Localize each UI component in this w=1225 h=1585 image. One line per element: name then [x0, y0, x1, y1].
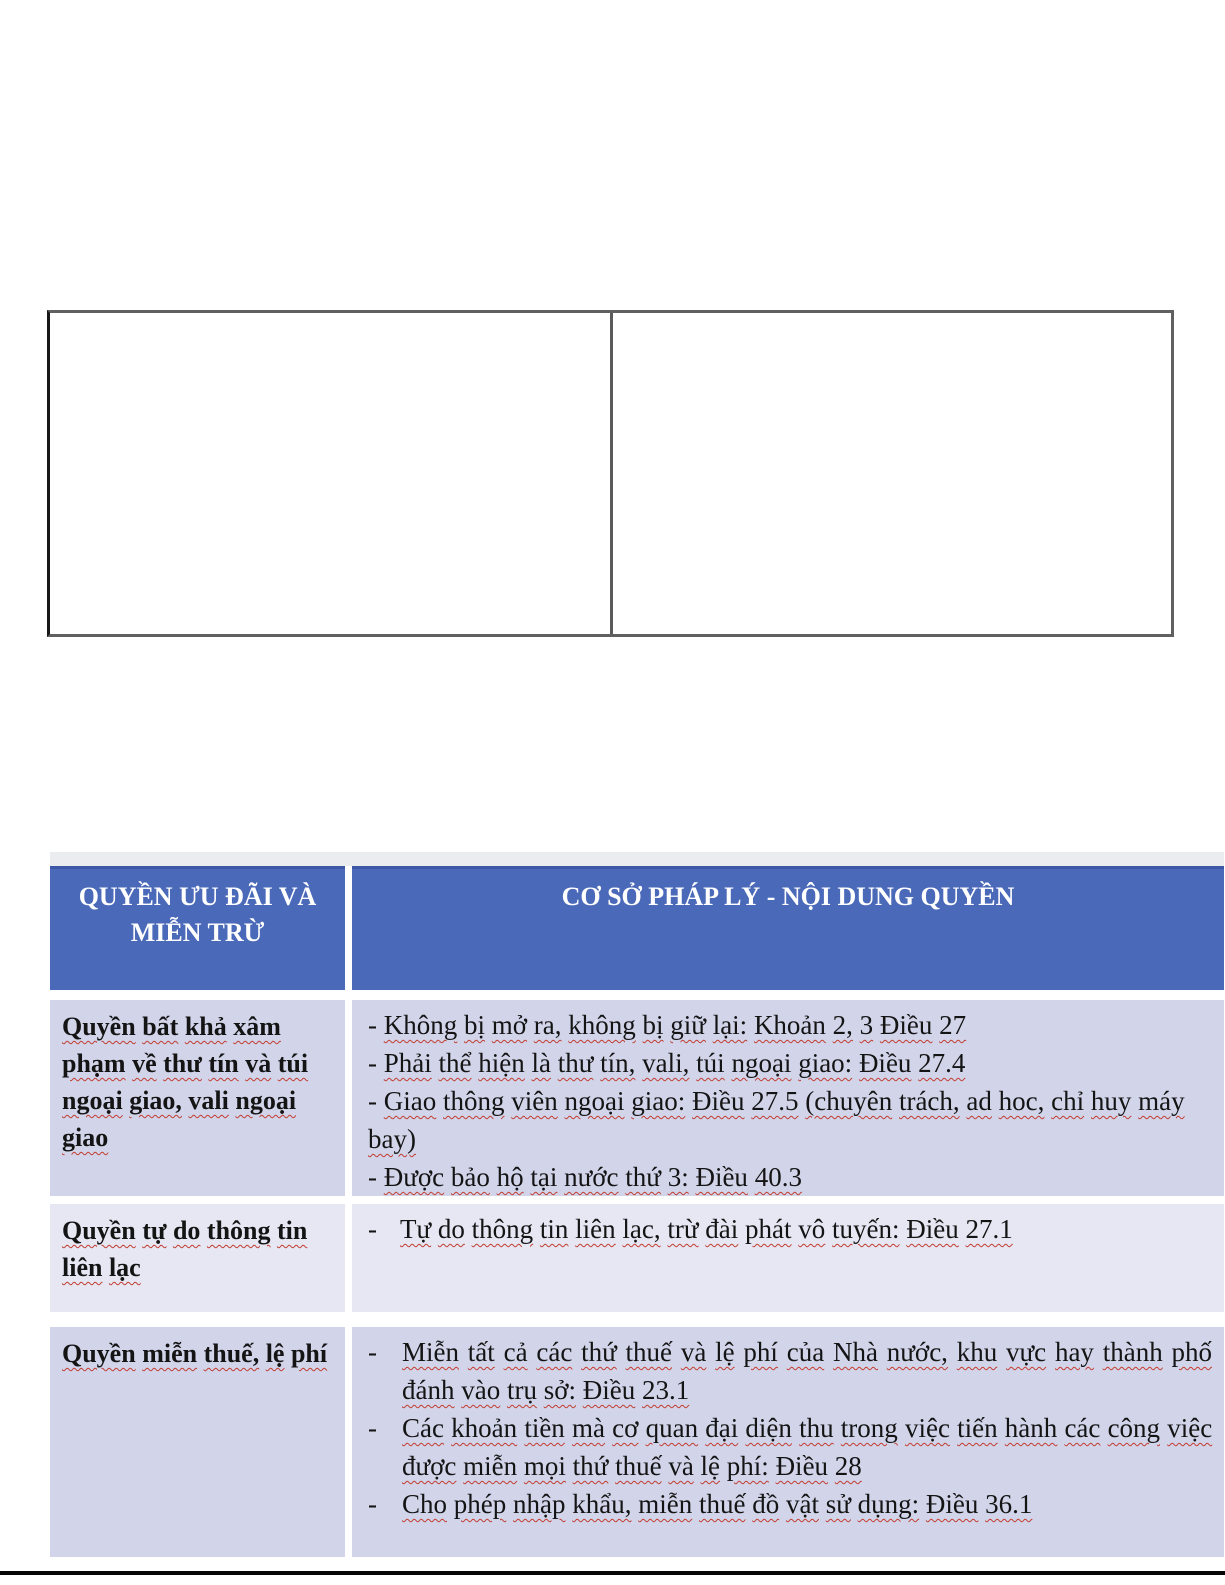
empty-table-cell-2: [613, 313, 1171, 634]
empty-table-cell-1: [50, 313, 613, 634]
row-title-correspondence: Quyền bất khả xâm phạm về thư tín và túi ngoại giao, vali ngoại giao: [50, 1000, 345, 1196]
header-cell-privileges-label: QUYỀN ƯU ĐÃI VÀ MIỄN TRỪ: [78, 882, 317, 947]
table-row-tax-exemption: [50, 1327, 1224, 1557]
row-title-free-communication: Quyền tự do thông tin liên lạc: [50, 1204, 345, 1312]
page-bottom-rule: [0, 1571, 1225, 1575]
privileges-table: [50, 852, 1224, 1557]
list-item: - Cho phép nhập khẩu, miễn thuế đồ vật sử dụng: Điều 36.1: [368, 1489, 1033, 1519]
row-content-correspondence: [352, 1000, 1224, 1196]
header-cell-legal-basis: [352, 866, 1224, 990]
row-content-free-communication: [352, 1204, 1224, 1312]
row-content-tax-exemption: [352, 1327, 1224, 1557]
table-header-row: [50, 866, 1224, 990]
list-item: - Không bị mở ra, không bị giữ lại: Khoản 2, 3 Điều 27: [368, 1010, 967, 1040]
list-item: - Phải thể hiện là thư tín, vali, túi ngoại giao: Điều 27.4: [368, 1048, 966, 1078]
list-item: - Các khoản tiền mà cơ quan đại diện thu trong việc tiến hành các công việc được miễn mọi thứ thuế và lệ phí: Điều 28: [368, 1413, 1213, 1481]
list-item: - Giao thông viên ngoại giao: Điều 27.5 (chuyên trách, ad hoc, chỉ huy máy bay): [368, 1086, 1185, 1154]
table-row-correspondence-inviolability: [50, 1000, 1224, 1196]
empty-table: [47, 310, 1174, 637]
list-item: - Tự do thông tin liên lạc, trừ đài phát vô tuyến: Điều 27.1: [368, 1214, 1013, 1244]
row-title-tax-exemption: Quyền miễn thuế, lệ phí: [50, 1327, 345, 1557]
list-item: - Miễn tất cả các thứ thuế và lệ phí của Nhà nước, khu vực hay thành phố đánh vào trụ sở: Điều 23.1: [368, 1337, 1213, 1405]
table-top-strip: [50, 852, 1224, 866]
table-row-free-communication: [50, 1204, 1224, 1312]
header-cell-privileges: [50, 866, 345, 990]
list-item: - Được bảo hộ tại nước thứ 3: Điều 40.3: [368, 1162, 802, 1192]
header-cell-legal-basis-label: CƠ SỞ PHÁP LÝ - NỘI DUNG QUYỀN: [561, 882, 1015, 911]
